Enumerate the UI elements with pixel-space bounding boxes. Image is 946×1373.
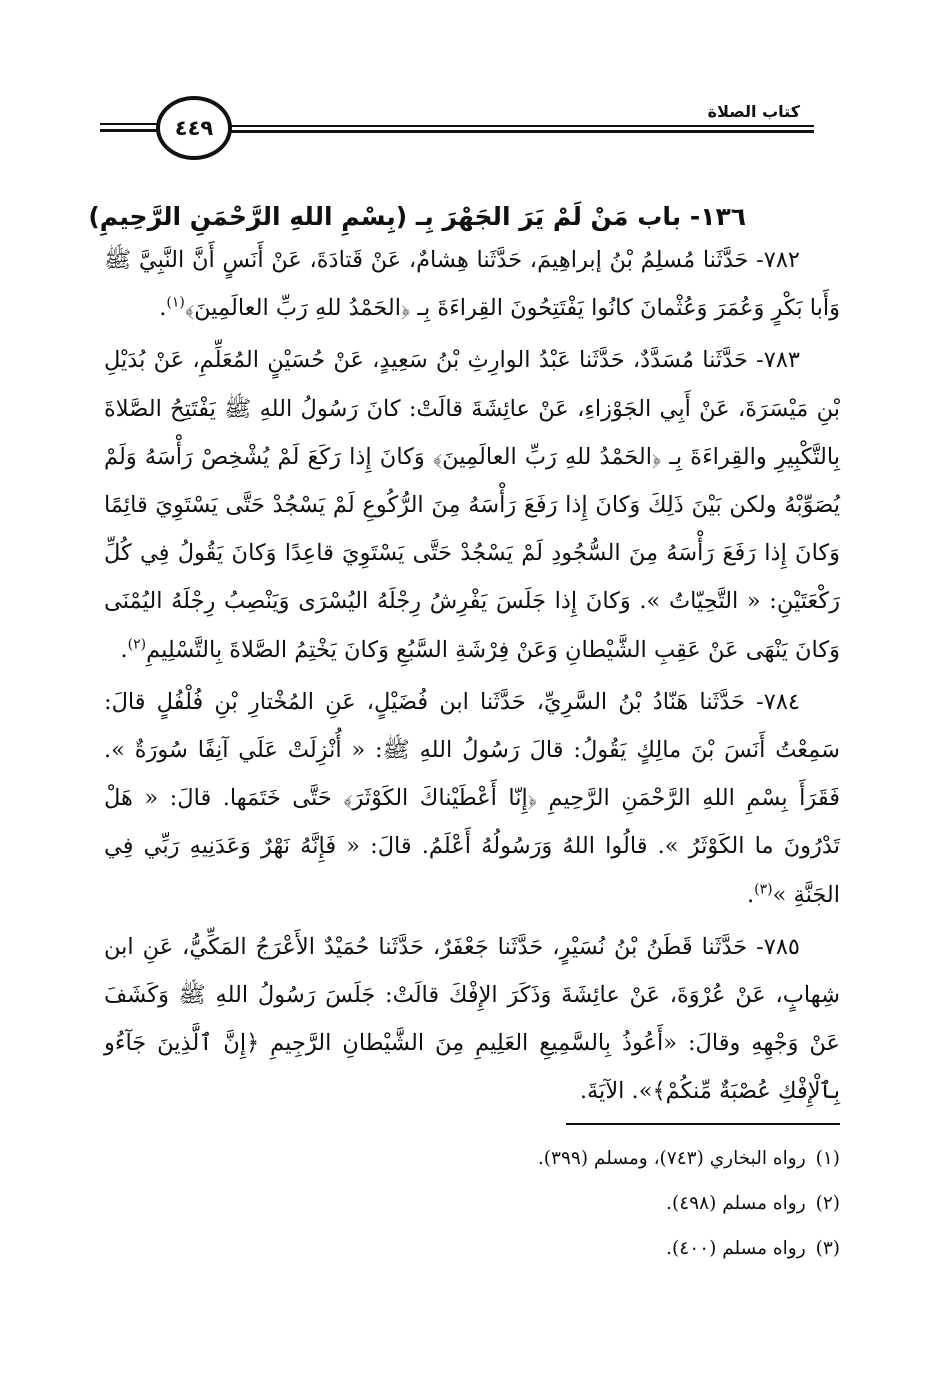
header-rule: [100, 129, 160, 132]
hadith-784: [104, 678, 840, 919]
footnote-number: (١): [815, 1148, 840, 1169]
running-title: كتاب الصلاة: [700, 102, 808, 121]
footnote-number: (٣): [815, 1238, 840, 1259]
chapter-heading: ١٣٦- باب مَنْ لَمْ يَرَ الجَهْرَ بِـ (بِسْمِ اللهِ الرَّحْمَنِ الرَّحِيمِ): [88, 201, 746, 231]
hadith-783: [104, 336, 840, 673]
hadith-782: [104, 236, 840, 332]
header-rule: [100, 123, 160, 125]
hadith-785: [104, 923, 840, 1116]
hadith-text: ٧٨٤- حَدَّثَنا هَنّادُ بْنُ السَّرِيِّ، حَدَّثَنا ابن فُضَيْلٍ، عَنِ المُخْتارِ بْنِ فُلْفُلٍ قالَ: سَمِعْتُ أَنَسَ بْنَ مالِكٍ يَقُولُ: قالَ رَسُولُ اللهِ ﷺ: « أُنْزِلَتْ عَلَي آنِفًا سُورَةٌ ». فَقَرَأَ بِسْمِ اللهِ الرَّحْمَنِ الرَّحِيمِ ﴿إِنّا أَعْطَيْناكَ الكَوْثَرَ﴾ حَتَّى خَتَمَها. قالَ: « هَلْ تَدْرُونَ ما الكَوْثَرُ ». قالُوا اللهُ وَرَسُولُهُ أَعْلَمُ. قالَ: « فَإِنَّهُ نَهْرٌ وَعَدَنِيهِ رَبِّي فِي الجَنَّةِ »: [104, 688, 840, 908]
footnote-mark[interactable]: (١): [166, 294, 185, 311]
footnote-text: رواه مسلم (٤٠٠).: [666, 1238, 806, 1259]
page-number: ٤٤٩: [156, 96, 232, 160]
hadith-text: ٧٨٥- حَدَّثَنا قَطَنُ بْنُ نُسَيْرٍ، حَدَّثَنا جَعْفَرٌ، حَدَّثَنا حُمَيْدٌ الأَعْرَجُ المَكِّيُّ، عَنِ ابن شِهابٍ، عَنْ عُرْوَةَ، عَنْ عائِشَةَ وَذَكَرَ الإِفْكَ قالَتْ: جَلَسَ رَسُولُ اللهِ ﷺ وَكَشَفَ عَنْ وَجْهِهِ وقالَ: «أَعُوذُ بِالسَّمِيعِ العَلِيمِ مِنَ الشَّيْطانِ الرَّجِيمِ ﴿إِنَّ ٱلَّذِينَ جَآءُو بِٱلْإِفْكِ عُصْبَةٌ مِّنكُمْ﴾». الآيَةَ.: [104, 933, 840, 1105]
hadith-ending: .: [746, 881, 755, 908]
footnotes: [300, 1136, 840, 1271]
header-rule: [200, 125, 842, 127]
footnote-number: (٢): [815, 1193, 840, 1214]
footnote-item: [300, 1136, 840, 1181]
footnote-mark[interactable]: (٢): [127, 636, 147, 653]
hadith-ending: .: [159, 295, 167, 322]
footnote-item: [300, 1226, 840, 1271]
footnote-mark[interactable]: (٣): [754, 881, 773, 898]
footnote-item: [300, 1181, 840, 1226]
footnote-separator: [566, 1123, 840, 1125]
hadith-ending: .: [120, 636, 128, 663]
footnote-text: رواه البخاري (٧٤٣)، ومسلم (٣٩٩).: [537, 1148, 806, 1169]
footnote-text: رواه مسلم (٤٩٨).: [666, 1193, 806, 1214]
hadith-text: ٧٨٣- حَدَّثَنا مُسَدَّدٌ، حَدَّثَنا عَبْدُ الوارِثِ بْنُ سَعِيدٍ، عَنْ حُسَيْنٍ المُعَلِّمِ، عَنْ بُدَيْلِ بْنِ مَيْسَرَةَ، عَنْ أَبِي الجَوْزاءِ، عَنْ عائِشَةَ قالَتْ: كانَ رَسُولُ اللهِ ﷺ يَفْتَتِحُ الصَّلاةَ بِالتَّكْبِيرِ والقِراءَةَ بِـ ﴿الحَمْدُ للهِ رَبِّ العالَمِينَ﴾ وَكانَ إِذا رَكَعَ لَمْ يُشْخِصْ رَأْسَهُ وَلَمْ يُصَوِّبْهُ ولكن بَيْنَ ذَلِكَ وَكانَ إِذا رَفَعَ رَأْسَهُ مِنَ الرُّكُوعِ لَمْ يَسْجُدْ حَتَّى يَسْتَوِيَ قائِمًا وَكانَ إِذا رَفَعَ رَأْسَهُ مِنَ السُّجُودِ لَمْ يَسْجُدْ حَتَّى يَسْتَوِيَ قاعِدًا وَكانَ يَقُولُ فِي كُلِّ رَكْعَتَيْنِ: « التَّحِيّاتُ ». وَكانَ إِذا جَلَسَ يَفْرِشُ رِجْلَهُ اليُسْرَى وَيَنْصِبُ رِجْلَهُ اليُمْنَى وَكانَ يَنْهَى عَنْ عَقِبِ الشَّيْطانِ وَعَنْ فِرْشَةِ السَّبُعِ وَكانَ يَخْتِمُ الصَّلاةَ بِالتَّسْلِيمِ: [104, 347, 840, 663]
running-header: [100, 92, 842, 156]
header-rule: [200, 130, 842, 133]
hadith-text: ٧٨٢- حَدَّثَنا مُسلِمُ بْنُ إبراهِيمَ، حَدَّثَنا هِشامٌ، عَنْ قَتادَةَ، عَنْ أَنَسٍ أَنَّ النَّبِيَّ ﷺ وَأَبا بَكْرٍ وَعُمَرَ وَعُثْمانَ كانُوا يَفْتَتِحُونَ القِراءَةَ بِـ ﴿الحَمْدُ للهِ رَبِّ العالَمِينَ﴾: [104, 247, 840, 322]
header-rule-gap: [814, 125, 842, 133]
hadith-list: [104, 236, 840, 1116]
